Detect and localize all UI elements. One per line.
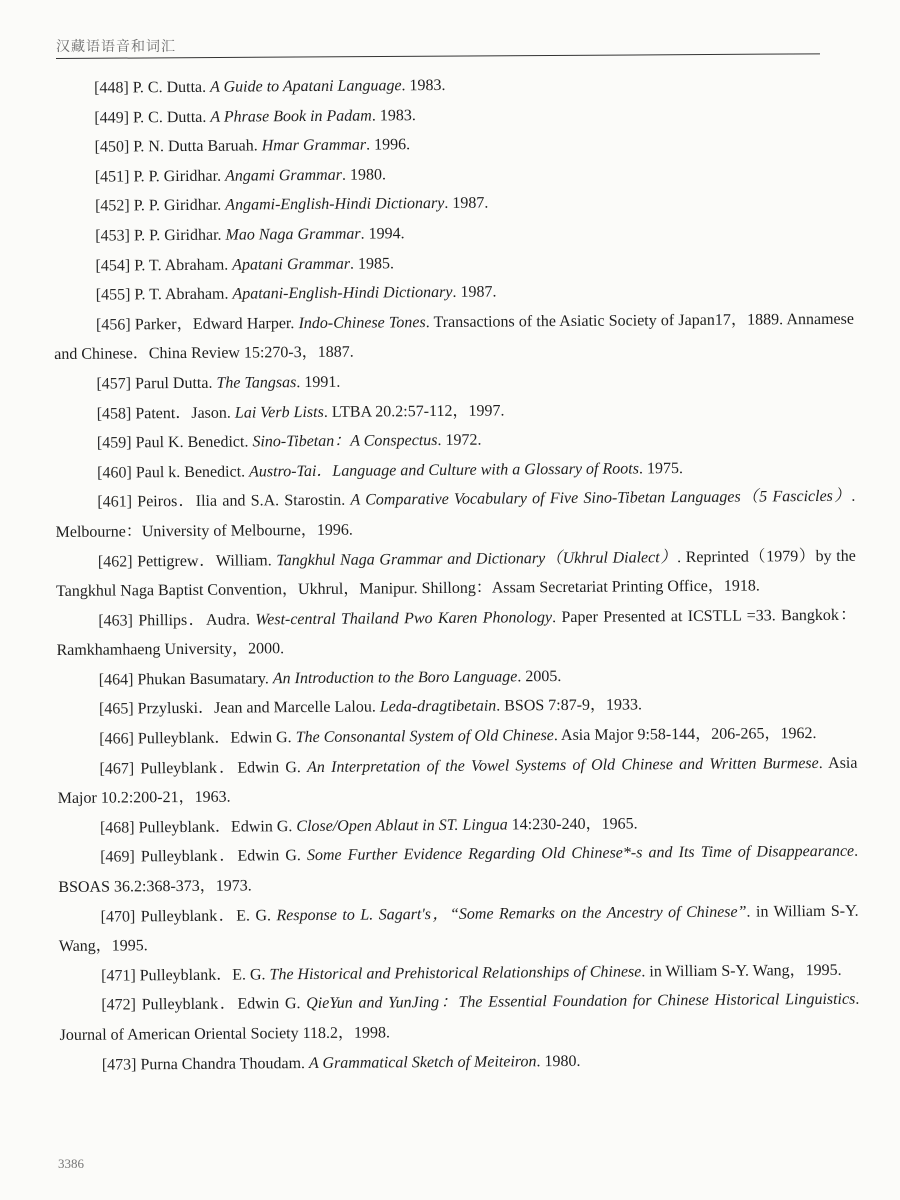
reference-number: [460]: [97, 464, 132, 482]
reference-details: 14:230-240，1965.: [507, 815, 638, 834]
reference-number: [462]: [97, 552, 133, 571]
reference-author: Phukan Basumatary.: [137, 670, 269, 689]
reference-title: QieYun and YunJing：The Essential Foundation for Chinese Historical Linguistics: [306, 991, 856, 1013]
reference-author: Patent．Jason.: [135, 404, 231, 422]
reference-number: [452]: [94, 197, 130, 216]
reference-number: [457]: [96, 375, 132, 393]
reference-author: Phillips．Audra.: [138, 611, 251, 630]
reference-number: [469]: [100, 848, 135, 867]
reference-number: [451]: [94, 168, 130, 186]
reference-number: [455]: [95, 286, 131, 304]
reference-number: [459]: [96, 434, 132, 452]
reference-title: The Tangsas: [216, 374, 297, 392]
reference-author: P. T. Abraham.: [134, 285, 229, 304]
reference-details: . 1996.: [366, 136, 411, 154]
reference-title: Lai Verb Lists: [234, 403, 324, 422]
reference-entry: [57, 748, 857, 813]
reference-author: Pulleyblank．Edwin G.: [141, 995, 301, 1014]
reference-title: Response to L. Sagart's，“Some Remarks on the Ancestry of Chinese”: [276, 903, 747, 924]
reference-number: [467]: [99, 760, 135, 778]
reference-author: Pulleyblank．E. G.: [140, 906, 272, 925]
reference-title: Leda-dragtibetain: [379, 697, 497, 716]
reference-number: [470]: [100, 907, 136, 926]
reference-author: P. P. Giridhar.: [133, 197, 222, 215]
reference-author: P. T. Abraham.: [134, 256, 229, 274]
reference-details: . 1987.: [452, 283, 497, 302]
reference-details: . 1972.: [437, 431, 482, 450]
reference-number: [448]: [94, 79, 129, 97]
reference-author: Pulleyblank．Edwin G.: [137, 729, 292, 748]
reference-title: Some Further Evidence Regarding Old Chinese*-s and Its Time of Disappearance: [306, 843, 855, 865]
reference-author: Paul k. Benedict.: [135, 463, 246, 482]
reference-number: [456]: [95, 316, 131, 334]
reference-number: [450]: [94, 138, 130, 156]
reference-details: . BSOS 7:87-9，1933.: [496, 696, 643, 715]
reference-title: Close/Open Ablaut in ST. Lingua: [296, 816, 508, 835]
reference-title: Apatani-English-Hindi Dictionary: [232, 284, 453, 303]
reference-entry: [59, 896, 859, 961]
reference-details: . 1975.: [638, 459, 683, 478]
reference-title: A Guide to Apatani Language: [210, 77, 402, 96]
reference-number: [454]: [95, 256, 131, 275]
reference-author: P. P. Giridhar.: [133, 167, 222, 186]
reference-details: . LTBA 20.2:57-112，1997.: [323, 401, 505, 421]
reference-number: [463]: [98, 612, 134, 630]
reference-title: An Introduction to the Boro Language: [272, 668, 518, 688]
reference-details: . 1994.: [360, 225, 405, 243]
reference-entry: [59, 985, 859, 1050]
reference-author: Parker，Edward Harper.: [134, 314, 295, 334]
reference-details: . 1980.: [341, 166, 386, 184]
reference-author: Parul Dutta.: [135, 374, 213, 393]
reference-entry: [55, 482, 855, 547]
reference-details: . Paper Presented at ICSTLL =33. Bangkok：Ramkhamhaeng University，2000.: [56, 606, 857, 660]
reference-title: Angami Grammar: [224, 166, 342, 185]
reference-number: [461]: [97, 493, 133, 511]
reference-details: . Asia Major 9:58-144，206-265，1962.: [553, 725, 817, 745]
reference-details: . in William S-Y. Wang，1995.: [641, 961, 842, 981]
reference-number: [466]: [99, 730, 134, 748]
reference-number: [453]: [95, 227, 130, 245]
reference-number: [464]: [98, 671, 134, 689]
reference-list: [52, 68, 860, 1080]
reference-details: . 1983.: [371, 106, 416, 125]
reference-number: [458]: [96, 404, 132, 423]
reference-author: P. C. Dutta.: [132, 108, 207, 126]
reference-details: . 1985.: [349, 254, 395, 273]
reference-entry: [54, 304, 854, 369]
reference-number: [449]: [94, 108, 130, 127]
reference-details: . Transactions of the Asiatic Society of Japan17，1889. Annamese and Chinese．China Review 15:270-3，1887.: [54, 310, 855, 364]
reference-title: A Phrase Book in Padam: [210, 107, 372, 126]
reference-entry: [56, 541, 856, 606]
reference-number: [472]: [101, 996, 137, 1015]
reference-entry: [56, 600, 856, 665]
reference-title: An Interpretation of the Vowel Systems of Old Chinese and Written Burmese: [307, 754, 819, 776]
reference-title: Mao Naga Grammar: [225, 225, 361, 244]
reference-author: Pulleyblank．Edwin G.: [140, 847, 301, 866]
reference-author: Purna Chandra Thoudam.: [140, 1054, 306, 1073]
reference-details: . 1987.: [444, 194, 489, 213]
reference-title: Apatani Grammar: [232, 255, 351, 274]
reference-details: . BSOAS 36.2:368-373，1973.: [58, 843, 859, 897]
reference-author: Pulleyblank．E. G.: [139, 966, 266, 985]
reference-author: Peiros．Ilia and S.A. Starostin.: [137, 492, 346, 511]
reference-author: Pulleyblank．Edwin G.: [138, 817, 293, 837]
running-header: 汉藏语语音和词汇: [56, 39, 176, 55]
reference-details: . 2005.: [517, 667, 562, 686]
reference-author: P. P. Giridhar.: [133, 226, 222, 245]
reference-details: . Journal of American Oriental Society 118.2，1998.: [59, 991, 860, 1044]
reference-author: P. N. Dutta Baruah.: [133, 137, 258, 156]
reference-title: West-central Thailand Pwo Karen Phonology: [255, 608, 553, 629]
reference-title: Indo-Chinese Tones: [298, 313, 426, 332]
reference-title: Austro-Tai．Language and Culture with a Glossary of Roots: [249, 460, 639, 481]
reference-details: . 1991.: [296, 373, 341, 392]
page-number: 3386: [58, 1156, 84, 1171]
reference-details: . 1983.: [401, 76, 446, 95]
reference-details: . Reprinted（1979）by the Tangkhul Naga Baptist Convention，Ukhrul，Manipur. Shillong：Assam Secretariat Printing Office，1918.: [55, 547, 856, 601]
reference-title: Hmar Grammar: [261, 136, 367, 155]
reference-author: Przyluski．Jean and Marcelle Lalou.: [137, 698, 376, 718]
reference-title: The Consonantal System of Old Chinese: [295, 727, 554, 747]
reference-number: [468]: [99, 819, 135, 837]
reference-title: Tangkhul Naga Grammar and Dictionary（Ukhrul Dialect）: [276, 548, 678, 569]
reference-details: . Asia Major 10.2:200-21，1963.: [57, 754, 858, 808]
reference-title: Sino-Tibetan：A Conspectus: [252, 432, 438, 451]
reference-title: The Historical and Prehistorical Relationships of Chinese: [269, 963, 642, 984]
reference-details: . 1980.: [536, 1052, 581, 1070]
reference-details: . Melbourne：University of Melbourne，1996.: [55, 488, 856, 541]
reference-title: Angami-English-Hindi Dictionary: [225, 195, 445, 215]
reference-author: Pulleyblank．Edwin G.: [140, 758, 301, 777]
reference-details: . in William S-Y. Wang，1995.: [58, 902, 859, 956]
reference-title: A Comparative Vocabulary of Five Sino-Tibetan Languages（5 Fascicles）: [350, 488, 852, 509]
reference-entry: [60, 1044, 860, 1080]
reference-author: Paul K. Benedict.: [135, 433, 249, 452]
reference-title: A Grammatical Sketch of Meiteiron: [308, 1052, 537, 1072]
reference-number: [471]: [101, 967, 136, 985]
reference-number: [465]: [98, 700, 134, 719]
reference-author: P. C. Dutta.: [132, 78, 207, 97]
reference-entry: [58, 837, 858, 902]
reference-number: [473]: [101, 1055, 137, 1074]
reference-author: Pettigrew．William.: [137, 551, 272, 570]
